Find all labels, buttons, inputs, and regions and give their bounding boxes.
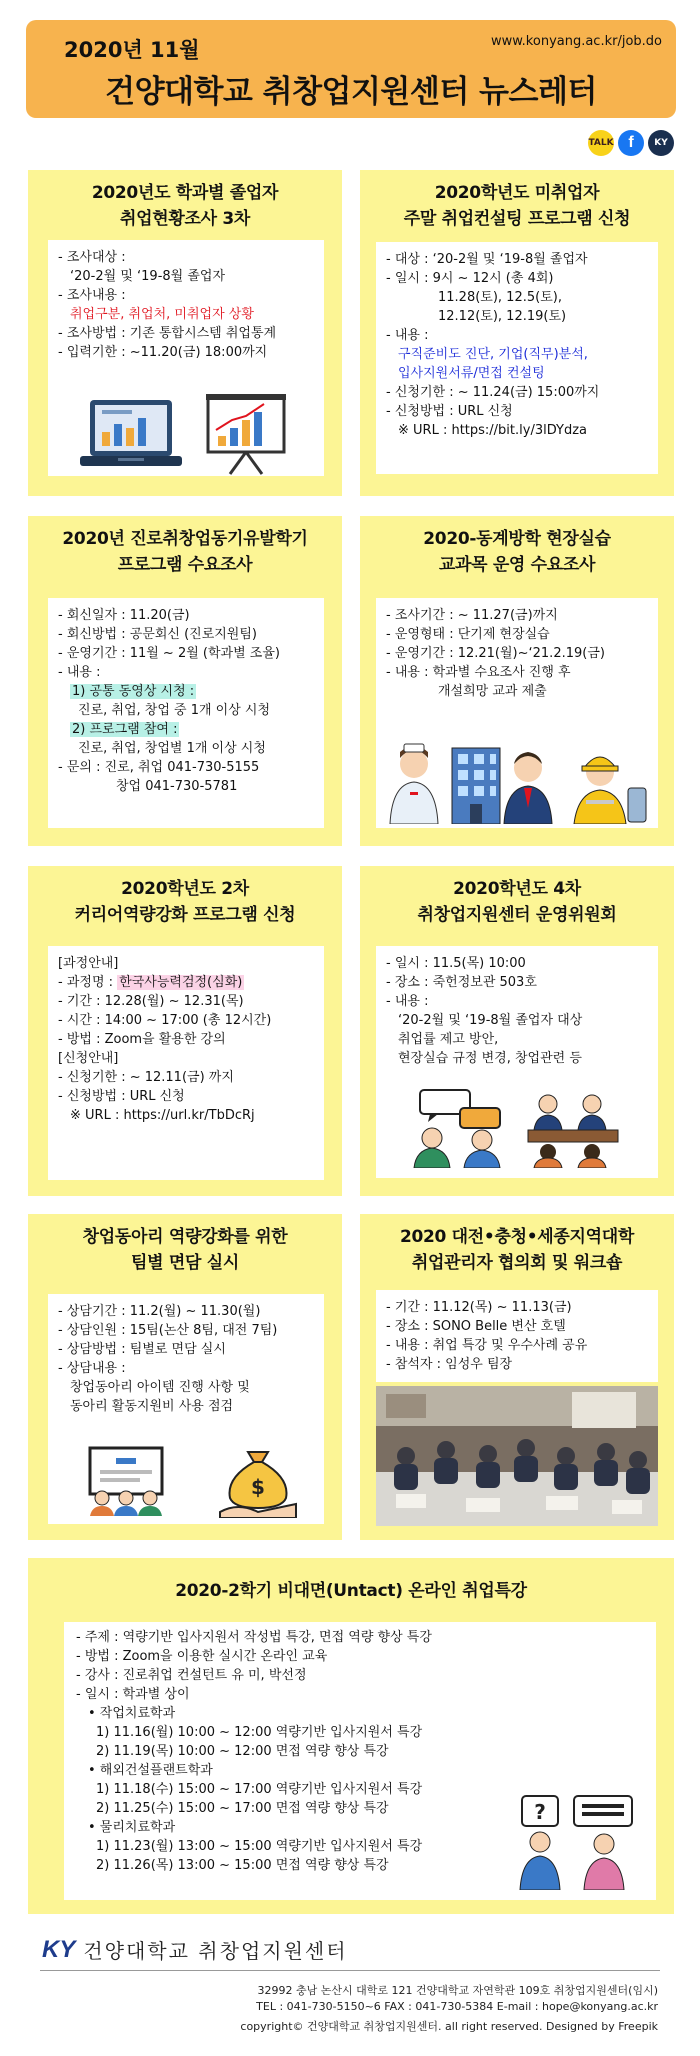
card-line: - 회신방법 : 공문회신 (진로지원팀) (58, 627, 257, 642)
svg-text:?: ? (534, 1800, 546, 1824)
card-line: - 내용 : (58, 665, 101, 680)
card-line: 2) 11.25(수) 15:00 ~ 17:00 면접 역량 향상 특강 (96, 1801, 389, 1816)
card-line: - 방법 : Zoom을 활용한 강의 (58, 1032, 226, 1047)
card-line: 2) 11.26(목) 13:00 ~ 15:00 면접 역량 향상 특강 (96, 1858, 389, 1873)
card-line: ※ URL : https://url.kr/TbDcRj (70, 1108, 255, 1123)
kakaotalk-icon[interactable]: TALK (588, 130, 614, 156)
card-body (48, 946, 324, 1180)
card-motivation-semester (28, 516, 342, 846)
card-line: - 조사방법 : 기존 통합시스템 취업통계 (58, 326, 277, 341)
footer-address: 32992 충남 논산시 대학로 121 건양대학교 자연학관 109호 취창업지원센터(임시) (257, 1984, 658, 1997)
card-body (376, 1290, 658, 1382)
card-line: 1) 11.18(수) 15:00 ~ 17:00 역량기반 입사지원서 특강 (96, 1782, 423, 1797)
card-line: - 상담인원 : 15팀(논산 8팀, 대전 7팀) (58, 1323, 278, 1338)
card-title: 2020년 진로취창업동기유발학기 프로그램 수요조사 (62, 529, 308, 575)
card-line (58, 720, 314, 739)
card-line: • 해외건설플랜트학과 (88, 1763, 213, 1778)
card-line: • 작업치료학과 (88, 1706, 176, 1721)
card-line: 개설희망 교과 제출 (438, 684, 547, 699)
card-line: ‘20-2월 및 ‘19-8월 졸업자 대상 (398, 1013, 583, 1028)
svg-text:$: $ (251, 1475, 265, 1499)
card-line: 창업 041-730-5781 (116, 779, 238, 794)
card-line: - 운영형태 : 단기제 현장실습 (386, 627, 550, 642)
card-career-program (28, 866, 342, 1196)
card-line: 구직준비도 진단, 기업(직무)분석, (398, 347, 588, 362)
footer-copyright: copyright© 건양대학교 취창업지원센터. all right reserved. Designed by Freepik (240, 2020, 658, 2033)
card-title: 2020학년도 4차 취창업지원센터 운영위원회 (417, 879, 617, 925)
card-line: - 운영기간 : 11월 ~ 2월 (학과별 조율) (58, 646, 280, 661)
card-line: - 신청기한 : ~ 12.11(금) 까지 (58, 1070, 234, 1085)
card-field-practice (360, 516, 674, 846)
card-line: ‘20-2월 및 ‘19-8월 졸업자 (70, 269, 226, 284)
card-line: [신청안내] (58, 1051, 119, 1066)
card-line: - 강사 : 진로취업 컨설턴트 유 미, 박선정 (76, 1668, 307, 1683)
footer-logo (42, 1935, 348, 1964)
meeting-illustration (410, 1088, 640, 1168)
card-line: 동아리 활동지원비 사용 점검 (70, 1399, 234, 1414)
card-regional-workshop (360, 1214, 674, 1540)
card-title: 2020 대전•충청•세종지역대학 취업관리자 협의회 및 워크숍 (399, 1227, 635, 1273)
card-line: - 내용 : (386, 328, 429, 343)
card-line: - 상담방법 : 팀별로 면담 실시 (58, 1342, 226, 1357)
card-line: - 일시 : 9시 ~ 12시 (총 4회) (386, 271, 554, 286)
card-line: - 장소 : 죽헌정보관 503호 (386, 975, 537, 990)
highlighted-text: 한국사능력검정(심화) (119, 975, 243, 990)
card-line: - 신청방법 : URL 신청 (58, 1089, 185, 1104)
card-line: 입사지원서류/면접 컨설팅 (398, 366, 545, 381)
footer-contact: TEL : 041-730-5150~6 FAX : 041-730-5384 E-mail : hope@konyang.ac.kr (256, 2000, 658, 2013)
card-online-lecture (28, 1558, 674, 1914)
newsletter-title: 건양대학교 취창업지원센터 뉴스레터 (105, 74, 597, 110)
card-line: - 조사기간 : ~ 11.27(금)까지 (386, 608, 558, 623)
konyang-logo-icon: KY (42, 1935, 76, 1963)
card-line: - 방법 : Zoom을 이용한 실시간 온라인 교육 (76, 1649, 328, 1664)
facebook-icon[interactable]: f (618, 130, 644, 156)
edition-label: 2020년 11월 (64, 38, 200, 62)
card-line: ※ URL : https://bit.ly/3lDYdza (398, 423, 588, 438)
card-line: - 주제 : 역량기반 입사지원서 작성법 특강, 면접 역량 향상 특강 (76, 1630, 432, 1645)
konyang-icon[interactable]: KY (648, 130, 674, 156)
qna-illustration (514, 1794, 642, 1890)
card-line: - 상담내용 : (58, 1361, 126, 1376)
card-line: 1) 11.23(월) 13:00 ~ 15:00 역량기반 입사지원서 특강 (96, 1839, 423, 1854)
card-line: - 회신일자 : 11.20(금) (58, 608, 190, 623)
card-line: 진로, 취업, 창업 중 1개 이상 시청 (78, 703, 271, 718)
card-line: - 신청기한 : ~ 11.24(금) 15:00까지 (386, 385, 600, 400)
card-line: - 일시 : 11.5(목) 10:00 (386, 956, 526, 971)
card-line: - 문의 : 진로, 취업 041-730-5155 (58, 760, 260, 775)
card-line: 창업동아리 아이템 진행 사항 및 (70, 1380, 250, 1395)
card-line: - 운영기간 : 12.21(월)~‘21.2.19(금) (386, 646, 605, 661)
card-line: - 대상 : ‘20-2월 및 ‘19-8월 졸업자 (386, 252, 588, 267)
workers-illustration (382, 738, 652, 824)
card-line: 취업률 제고 방안, (398, 1032, 499, 1047)
money-bag-icon (218, 1442, 298, 1518)
highlighted-text: 1) 공통 동영상 시청 : (72, 684, 195, 699)
card-line: 2) 11.19(목) 10:00 ~ 12:00 면접 역량 향상 특강 (96, 1744, 389, 1759)
card-line: - 신청방법 : URL 신청 (386, 404, 513, 419)
card-line: - 입력기한 : ~11.20(금) 18:00까지 (58, 345, 268, 360)
card-line: - 시간 : 14:00 ~ 17:00 (총 12시간) (58, 1013, 272, 1028)
card-line: - 조사대상 : (58, 250, 126, 265)
footer-center-name: 건양대학교 취창업지원센터 (83, 1939, 348, 1963)
card-line: - 과정명 : 한국사능력검정(심화) (58, 975, 243, 990)
card-line: - 일시 : 학과별 상이 (76, 1687, 190, 1702)
card-line: - 참석자 : 임성우 팀장 (386, 1357, 513, 1372)
card-line: - 장소 : SONO Belle 변산 호텔 (386, 1319, 566, 1334)
card-line: 1) 11.16(월) 10:00 ~ 12:00 역량기반 입사지원서 특강 (96, 1725, 423, 1740)
card-line: 12.12(토), 12.19(토) (438, 309, 567, 324)
card-body (48, 598, 324, 828)
card-steering-committee (360, 866, 674, 1196)
card-line: - 조사내용 : (58, 288, 126, 303)
card-title: 2020학년도 2차 커리어역량강화 프로그램 신청 (74, 879, 296, 925)
card-title: 2020년도 학과별 졸업자 취업현황조사 3차 (91, 183, 279, 229)
card-line: - 기간 : 12.28(월) ~ 12.31(목) (58, 994, 244, 1009)
card-line: 진로, 취업, 창업별 1개 이상 시청 (78, 741, 266, 756)
card-title: 2020학년도 미취업자 주말 취업컨설팅 프로그램 신청 (403, 183, 631, 229)
footer-divider (40, 1970, 660, 1971)
card-title: 2020-동계방학 현장실습 교과목 운영 수요조사 (423, 529, 611, 575)
card-title: 2020-2학기 비대면(Untact) 온라인 취업특강 (175, 1581, 527, 1601)
card-line: 취업구분, 취업처, 미취업자 상황 (70, 307, 254, 322)
card-line (58, 682, 314, 701)
card-startup-club (28, 1214, 342, 1540)
presentation-icon (86, 1446, 166, 1516)
highlighted-text: 2) 프로그램 참여 : (72, 722, 178, 737)
card-employment-survey (28, 170, 342, 496)
card-body (376, 242, 658, 474)
header-banner (26, 20, 676, 118)
presentation-board-icon (204, 392, 288, 476)
card-line: 11.28(토), 12.5(토), (438, 290, 562, 305)
card-line: - 상담기간 : 11.2(월) ~ 11.30(월) (58, 1304, 261, 1319)
card-line: - 내용 : (386, 994, 429, 1009)
card-line: [과정안내] (58, 956, 119, 971)
workshop-photo (376, 1386, 658, 1526)
card-line: - 내용 : 취업 특강 및 우수사례 공유 (386, 1338, 588, 1353)
laptop-chart-icon (78, 398, 184, 476)
card-line: 현장실습 규정 변경, 창업관련 등 (398, 1051, 582, 1066)
social-links (588, 130, 674, 156)
website-link[interactable]: www.konyang.ac.kr/job.do (490, 34, 662, 49)
card-title: 창업동아리 역량강화를 위한 팀별 면담 실시 (82, 1227, 288, 1273)
card-line: - 기간 : 11.12(목) ~ 11.13(금) (386, 1300, 572, 1315)
card-line: - 내용 : 학과별 수요조사 진행 후 (386, 665, 571, 680)
card-line: • 물리치료학과 (88, 1820, 176, 1835)
card-weekend-consulting (360, 170, 674, 496)
